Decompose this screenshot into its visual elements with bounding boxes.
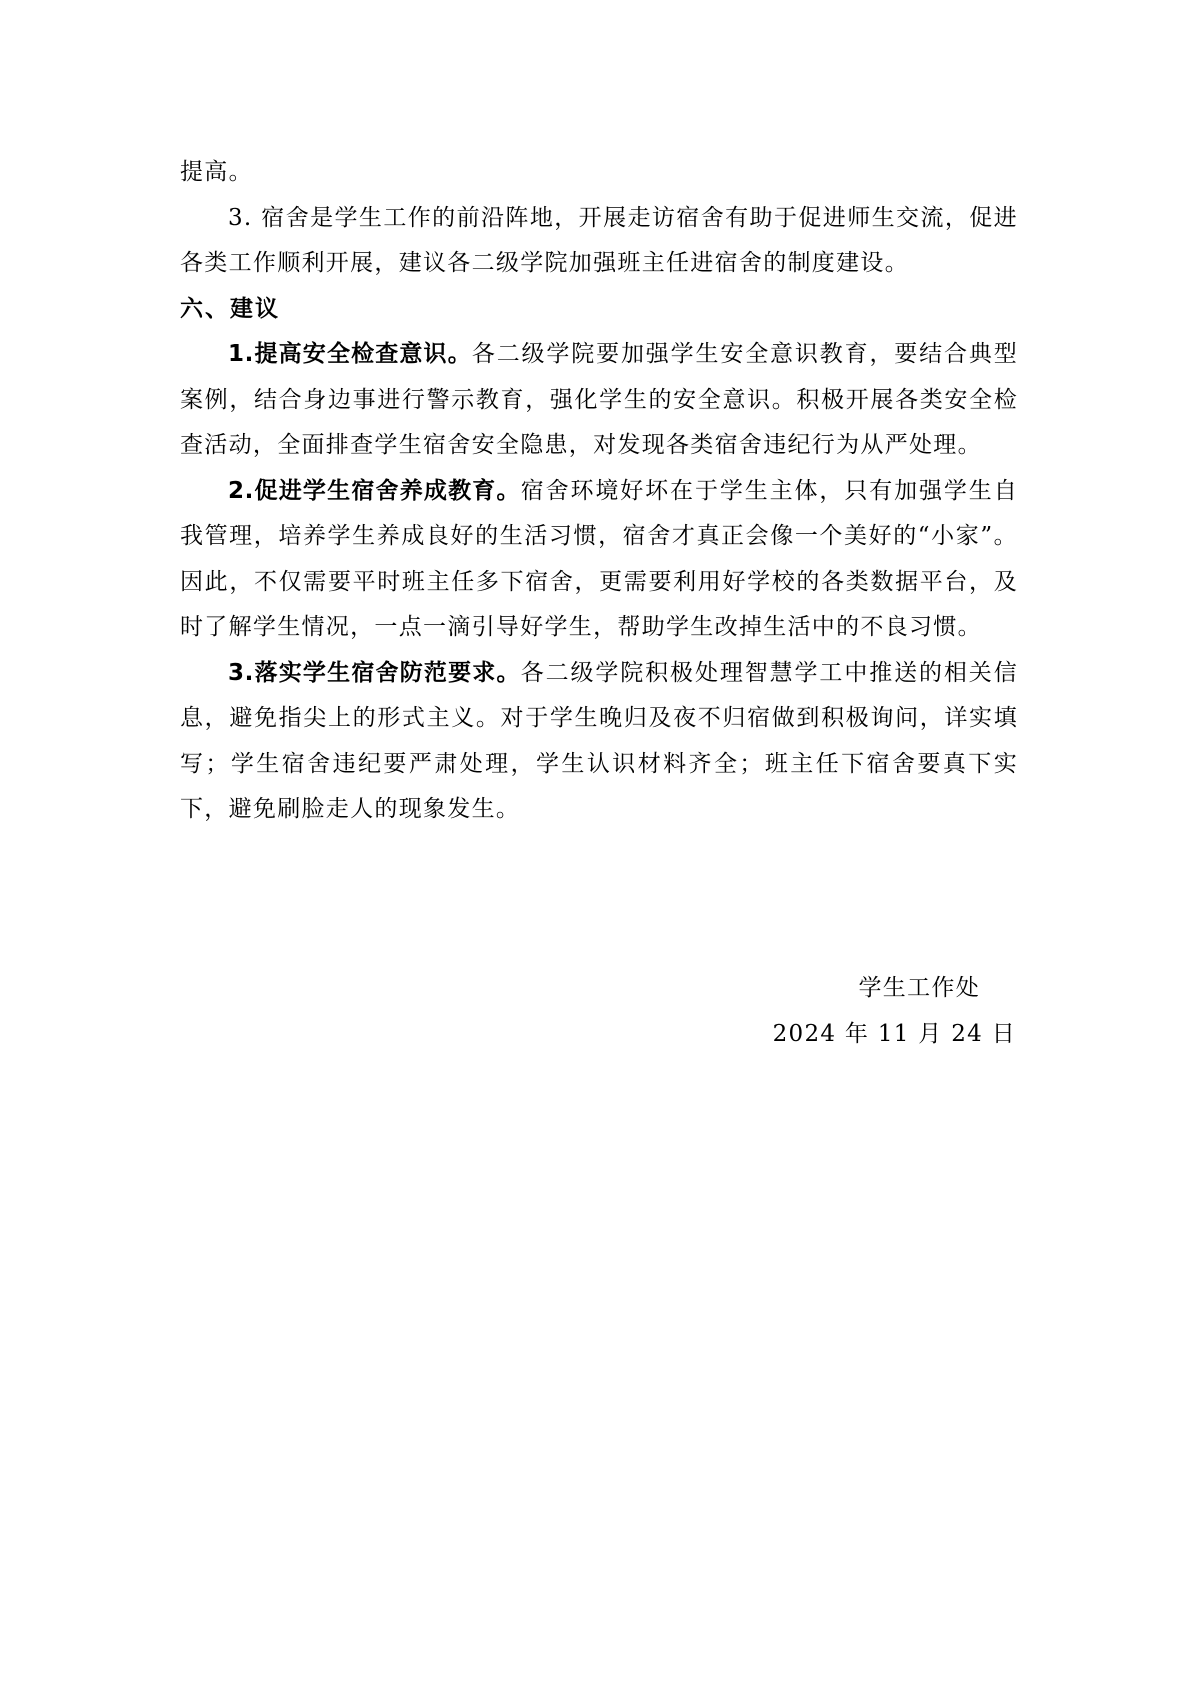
signature-date: 2024 年 11 月 24 日 xyxy=(772,1021,1016,1047)
suggestion-1-text: 各二级学院要加强学生安全意识教育，要结合典型案例，结合身边事进行警示教育，强化学生的安全意识。积极开展各类安全检查活动，全面排查学生宿舍安全隐患，对发现各类宿舍违纪行为从严处理。 xyxy=(180,341,1018,458)
suggestion-2-text: 宿舍环境好坏在于学生主体，只有加强学生自我管理，培养学生养成良好的生活习惯，宿舍才真正会像一个美好的“小家”。因此，不仅需要平时班主任多下宿舍，更需要利用好学校的各类数据平台，及时了解学生情况，一点一滴引导好学生，帮助学生改掉生活中的不良习惯。 xyxy=(180,477,1018,640)
paragraph-continuation: 提高。 xyxy=(180,159,253,185)
section-heading-suggestions: 六、建议 xyxy=(180,295,280,322)
document-body xyxy=(180,150,1018,833)
suggestion-1-lead: 1.提高安全检查意识。 xyxy=(228,341,472,367)
signature-org: 学生工作处 xyxy=(858,975,980,1001)
suggestion-2-lead: 2.促进学生宿舍养成教育。 xyxy=(228,477,521,504)
suggestion-2 xyxy=(180,469,1018,651)
item-text: 宿舍是学生工作的前沿阵地，开展走访宿舍有助于促进师生交流，促进各类工作顺利开展，建议各二级学院加强班主任进宿舍的制度建设。 xyxy=(180,204,1018,276)
suggestion-3 xyxy=(180,651,1018,833)
item-number: 3. xyxy=(228,204,253,231)
suggestion-3-text: 各二级学院积极处理智慧学工中推送的相关信息，避免指尖上的形式主义。对于学生晚归及夜不归宿做到积极询问，详实填写；学生宿舍违纪要严肃处理，学生认识材料齐全；班主任下宿舍要真下实下，避免刷脸走人的现象发生。 xyxy=(180,659,1018,822)
paragraph-item-3 xyxy=(180,196,1018,287)
signature-block xyxy=(773,965,1016,1057)
suggestion-1 xyxy=(180,332,1018,469)
suggestion-3-lead: 3.落实学生宿舍防范要求。 xyxy=(228,659,521,686)
